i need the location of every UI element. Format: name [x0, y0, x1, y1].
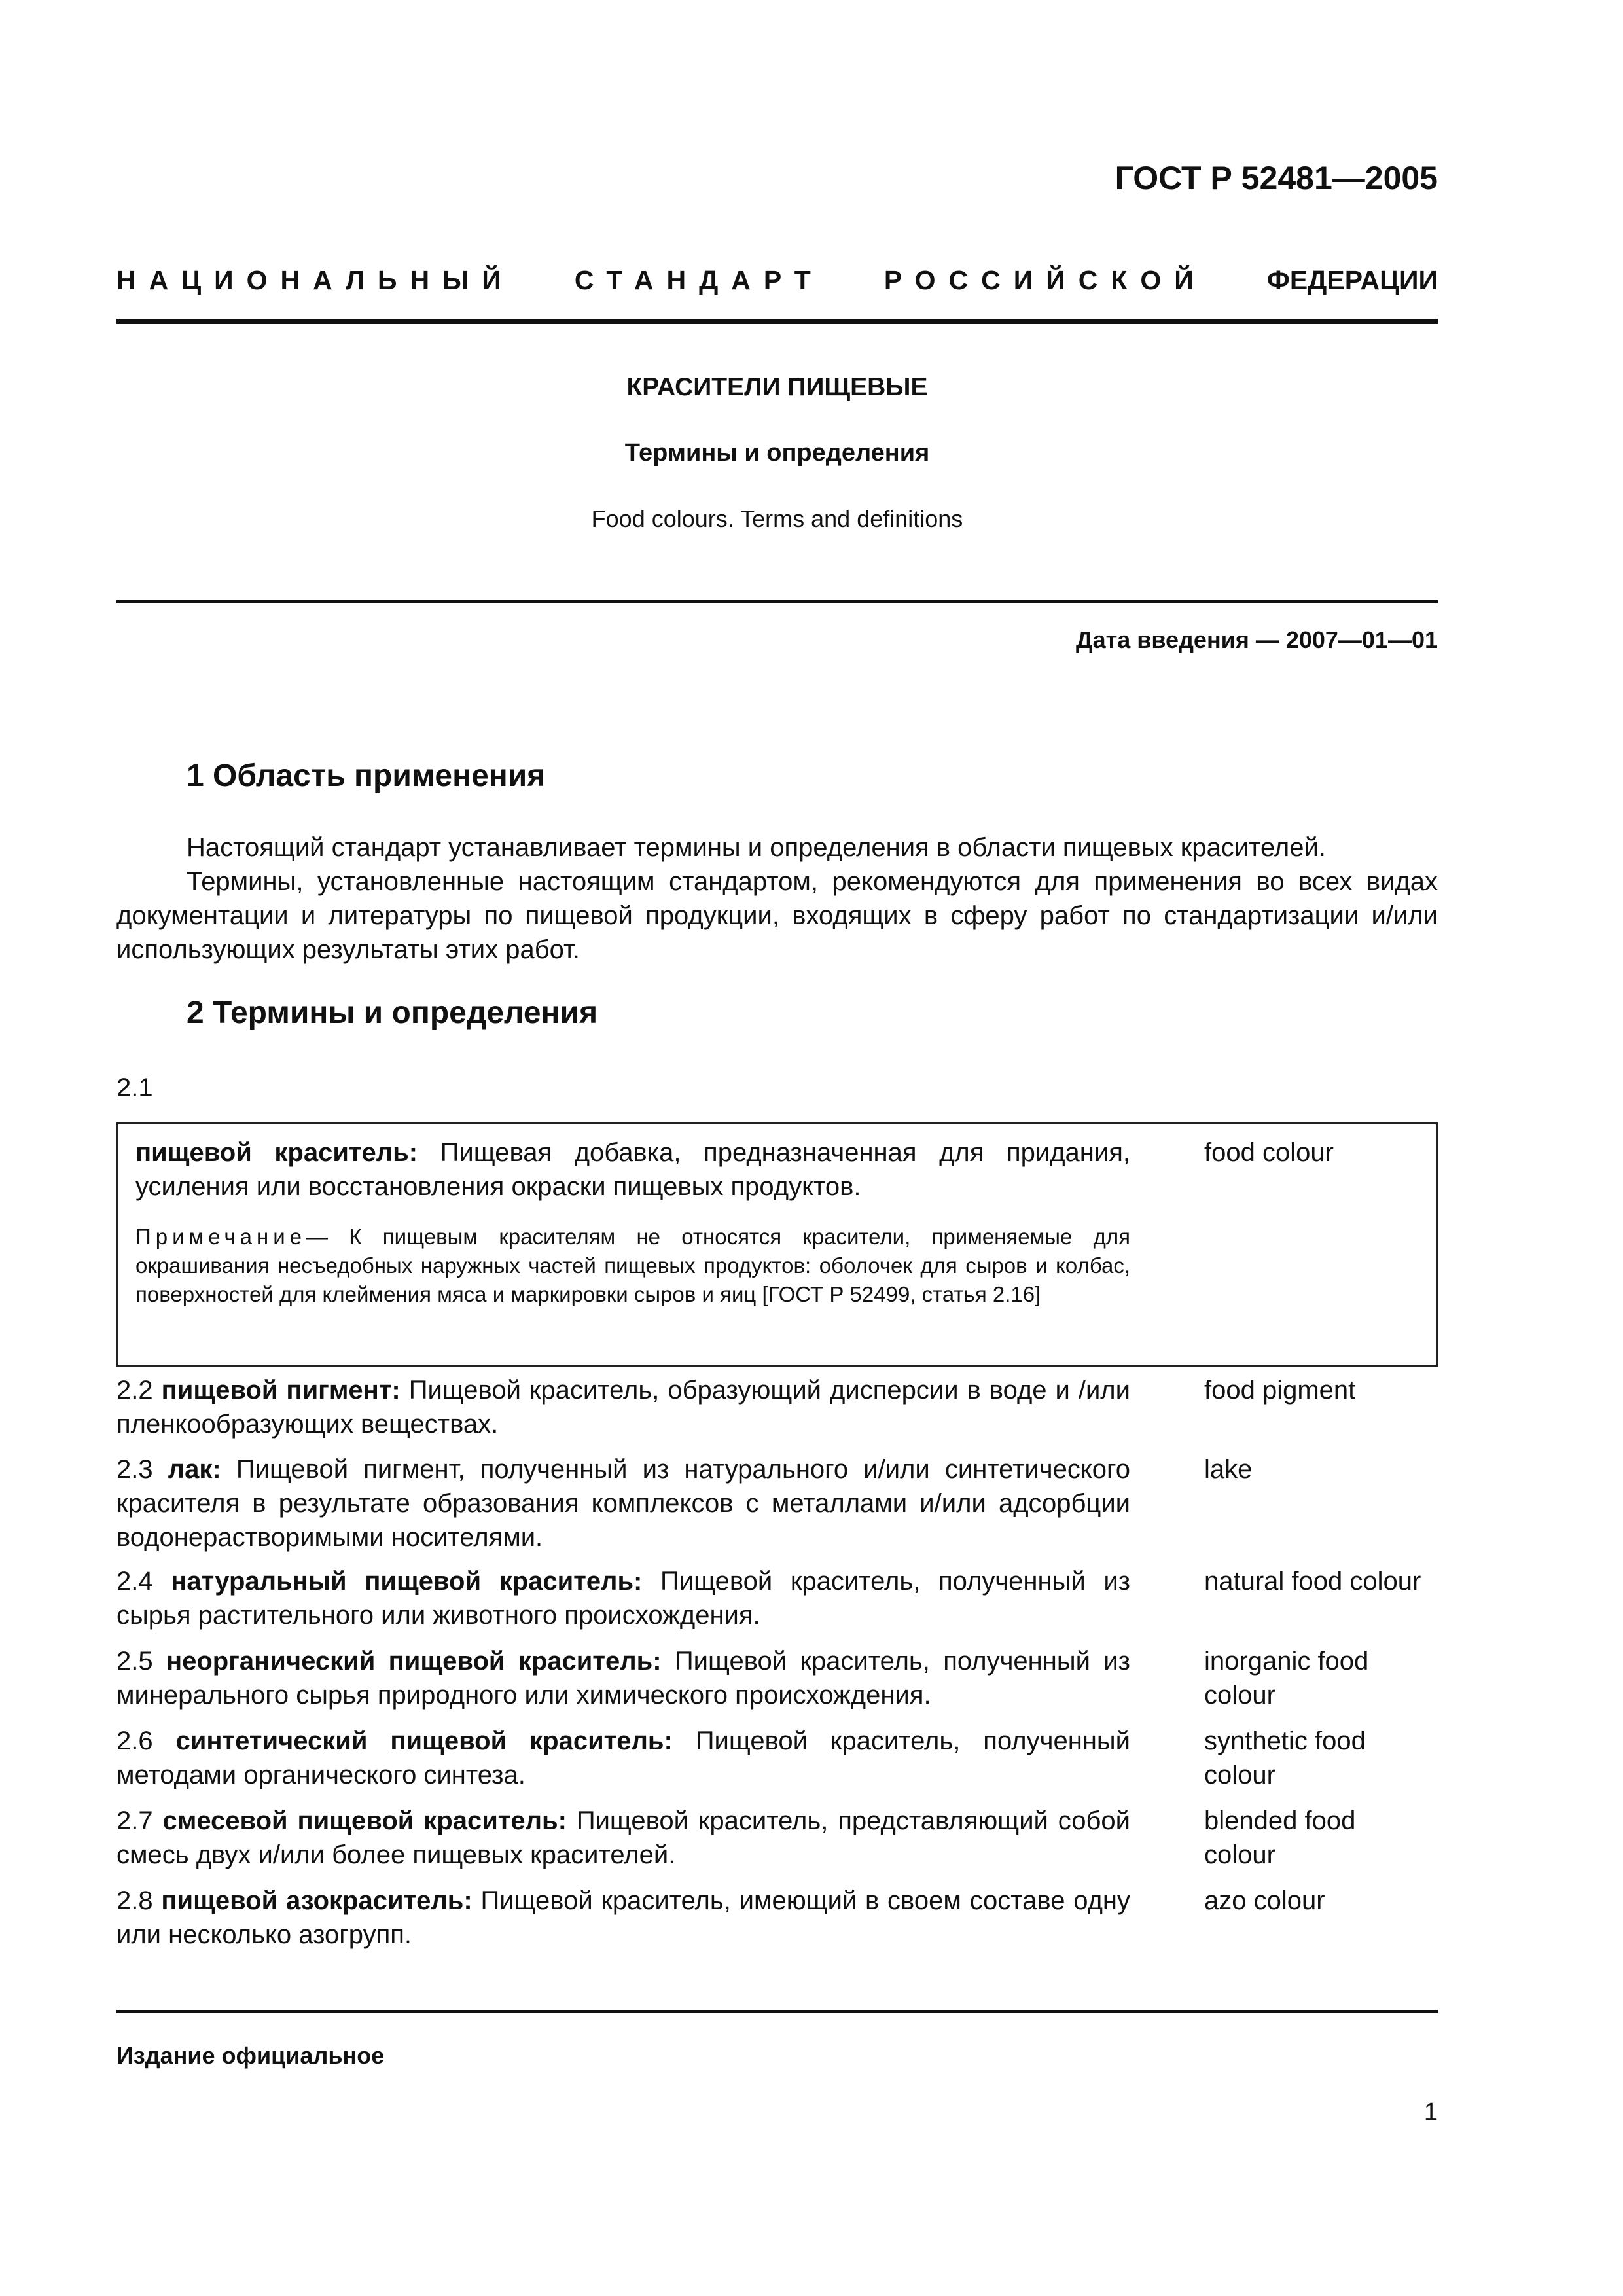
paragraph: Термины, установленные настоящим стандартом, рекомендуются для применения во всех видах документации и литературы по пищевой продукции, входящих в сферу работ по стандартизации и/или использующих результаты этих работ.	[116, 867, 1438, 964]
term-row	[116, 1373, 1130, 1441]
page-number: 1	[1423, 2098, 1438, 2126]
term-definition: Пищевой краситель, полученный методами органического синтеза.	[116, 1727, 1131, 1789]
term-definition-2-1	[135, 1136, 1130, 1204]
term-row	[116, 1452, 1130, 1554]
note	[135, 1223, 1130, 1309]
national-word: СТАНДАРТ	[574, 265, 824, 295]
term-number: 2.6	[116, 1727, 153, 1755]
term-definition: Пищевая добавка, предназначенная для придания, усиления или восстановления окраски пищевых продуктов.	[135, 1138, 1131, 1201]
term-row	[116, 1644, 1130, 1712]
term-number: 2.2	[116, 1376, 153, 1405]
term-name: натуральный пищевой краситель:	[171, 1567, 643, 1596]
term-english: food pigment	[1204, 1376, 1356, 1405]
term-name: лак:	[168, 1455, 221, 1484]
header-divider	[116, 319, 1438, 324]
term-number: 2.8	[116, 1886, 153, 1915]
term-english: blended food colour	[1204, 1806, 1356, 1869]
term-name: синтетический пищевой краситель:	[175, 1727, 673, 1755]
term-name: пищевой азокраситель:	[161, 1886, 473, 1915]
term-number: 2.4	[116, 1567, 153, 1596]
term-row	[116, 1724, 1130, 1792]
term-english: inorganic food colour	[1204, 1647, 1369, 1710]
term-number: 2.5	[116, 1647, 153, 1676]
title-divider	[116, 600, 1438, 603]
document-title-english: Food colours. Terms and definitions	[591, 505, 963, 532]
term-definition: Пищевой краситель, образующий дисперсии в воде и /или пленкообразующих веществах.	[116, 1376, 1130, 1439]
term-english: food colour	[1204, 1138, 1334, 1167]
term-row	[116, 1804, 1130, 1872]
term-name: смесевой пищевой краситель:	[162, 1806, 567, 1835]
paragraph: Настоящий стандарт устанавливает термины и определения в области пищевых красителей.	[187, 833, 1326, 862]
document-subtitle: Термины и определения	[624, 439, 930, 467]
term-name: пищевой краситель:	[135, 1138, 418, 1167]
document-number: ГОСТ Р 52481—2005	[1115, 160, 1438, 196]
national-word: НАЦИОНАЛЬНЫЙ	[116, 265, 514, 295]
term-english: lake	[1204, 1455, 1253, 1484]
note-text: — К пищевым красителям не относятся красители, применяемые для окрашивания несъедобных наружных частей пищевых продуктов: оболочек для сыров и колбас, поверхностей для клеймения мяса и маркировки сыров и яиц [ГОСТ Р 52499, статья 2.16]	[135, 1225, 1130, 1306]
section-1-title: 1 Область применения	[187, 759, 546, 793]
national-word: ФЕДЕРАЦИИ	[1266, 265, 1438, 295]
national-word: РОССИЙСКОЙ	[883, 265, 1207, 295]
term-row	[116, 1564, 1130, 1632]
term-number: 2.1	[116, 1073, 153, 1102]
term-name: неорганический пищевой краситель:	[166, 1647, 662, 1676]
term-number: 2.3	[116, 1455, 153, 1484]
term-definition: Пищевой краситель, имеющий в своем составе одну или несколько азогрупп.	[116, 1886, 1130, 1949]
introduction-date: Дата введения — 2007—01—01	[1075, 626, 1438, 653]
term-definition: Пищевой краситель, полученный из минерального сырья природного или химического происхождения.	[116, 1647, 1130, 1710]
edition-label: Издание официальное	[116, 2042, 385, 2069]
term-english: natural food colour	[1204, 1567, 1421, 1596]
term-number: 2.7	[116, 1806, 153, 1835]
footer-divider	[116, 2010, 1438, 2013]
term-name: пищевой пигмент:	[161, 1376, 401, 1405]
term-english: synthetic food colour	[1204, 1727, 1366, 1789]
section-2-title: 2 Термины и определения	[187, 996, 598, 1030]
term-definition: Пищевой краситель, полученный из сырья растительного или животного происхождения.	[116, 1567, 1130, 1630]
term-definition: Пищевой пигмент, полученный из натурального и/или синтетического красителя в результате образования комплексов с металлами и/или адсорбции водонерастворимыми носителями.	[116, 1455, 1130, 1552]
national-standard-heading	[116, 265, 1438, 296]
term-definition: Пищевой краситель, представляющий собой смесь двух и/или более пищевых красителей.	[116, 1806, 1130, 1869]
document-title: КРАСИТЕЛИ ПИЩЕВЫЕ	[626, 373, 928, 401]
note-lead: Примечание	[135, 1225, 307, 1249]
term-english: azo colour	[1204, 1886, 1325, 1915]
term-row	[116, 1884, 1130, 1952]
section-1-body	[116, 831, 1438, 967]
